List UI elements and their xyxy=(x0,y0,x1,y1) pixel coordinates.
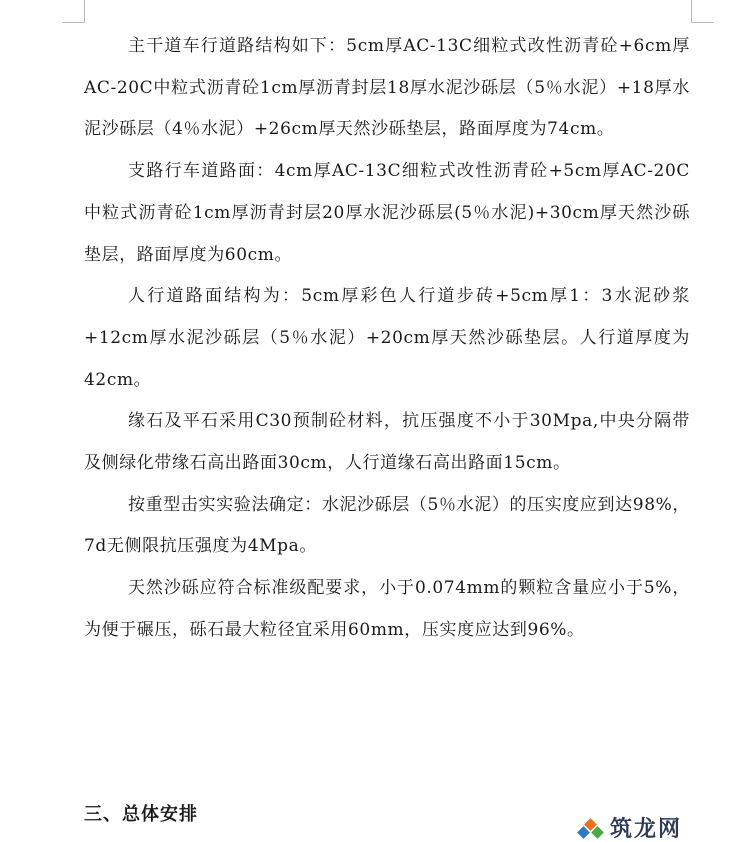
section-heading: 三、总体安排 xyxy=(84,804,198,825)
paragraph-main-road-structure: 主干道车行道路结构如下：5cm厚AC-13C细粒式改性沥青砼+6cm厚AC-20C中粒式沥青砼1cm厚沥青封层18厚水泥沙砾层（5％水泥）+18厚水泥沙砾层（4％水泥）+26cm厚天然沙砾垫层，路面厚度为74cm。 xyxy=(84,36,690,140)
paragraph-compaction-test: 按重型击实实验法确定：水泥沙砾层（5％水泥）的压实度应到达98%，7d无侧限抗压强度为4Mpa。 xyxy=(84,494,690,557)
watermark xyxy=(578,818,682,842)
watermark-logo-icon xyxy=(578,818,604,842)
paragraph-branch-road-structure: 支路行车道路面：4cm厚AC-13C细粒式改性沥青砼+5cm厚AC-20C中粒式沥青砼1cm厚沥青封层20厚水泥沙砾层(5％水泥)+30cm厚天然沙砾垫层，路面厚度为60cm。 xyxy=(84,161,690,265)
crop-mark-right-vertical xyxy=(691,0,692,22)
crop-mark-left-vertical xyxy=(84,0,85,22)
paragraph-gravel-gradation: 天然沙砾应符合标准级配要求，小于0.074mm的颗粒含量应小于5%，为便于碾压，砾石最大粒径宜采用60mm，压实度应达到96%。 xyxy=(84,578,690,640)
crop-mark-right-horizontal xyxy=(691,22,714,23)
paragraph-curbstone: 缘石及平石采用C30预制砼材料，抗压强度不小于30Mpa,中央分隔带及侧绿化带缘石高出路面30cm，人行道缘石高出路面15cm。 xyxy=(84,411,690,474)
paragraph-sidewalk-structure: 人行道路面结构为：5cm厚彩色人行道步砖+5cm厚1：3水泥砂浆+12cm厚水泥沙砾层（5％水泥）+20cm厚天然沙砾垫层。人行道厚度为42cm。 xyxy=(84,286,690,390)
crop-mark-left-horizontal xyxy=(62,22,85,23)
watermark-text: 筑龙网 xyxy=(610,817,683,842)
document-body xyxy=(84,26,690,652)
